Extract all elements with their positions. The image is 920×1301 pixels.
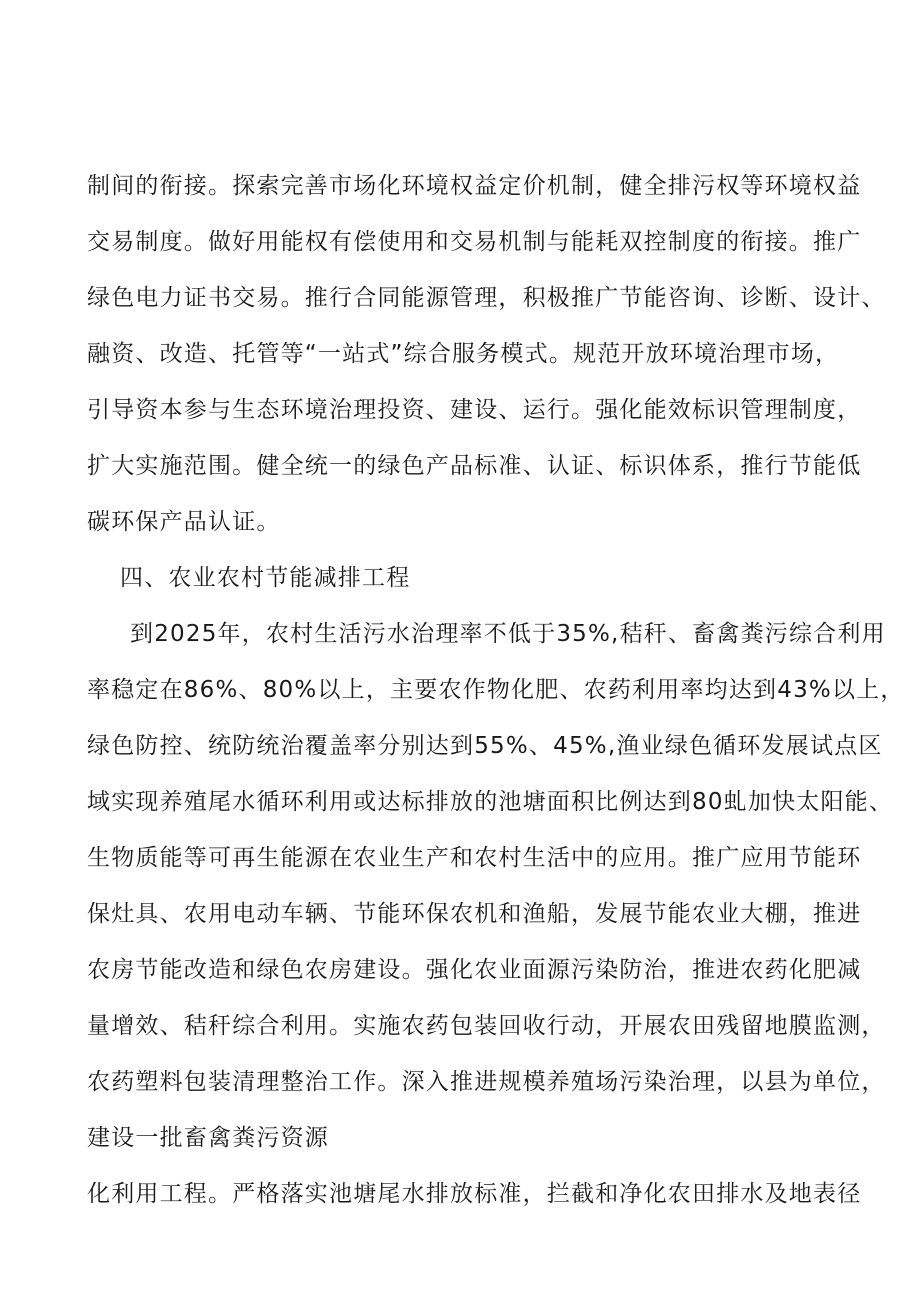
paragraph-1-line-5: 引导资本参与生态环境治理投资、建设、运行。强化能效标识管理制度， — [87, 397, 862, 423]
paragraph-1-line-6: 扩大实施范围。健全统一的绿色产品标准、认证、标识体系，推行节能低 — [87, 453, 862, 479]
paragraph-1-line-2: 交易制度。做好用能权有偿使用和交易机制与能耗双控制度的衔接。推广 — [87, 229, 862, 255]
paragraph-2-line-4: 域实现养殖尾水循环利用或达标排放的池塘面积比例达到80虬加快太阳能、 — [87, 789, 894, 815]
paragraph-2-line-7: 农房节能改造和绿色农房建设。强化农业面源污染防治，推进农药化肥减 — [87, 957, 862, 983]
paragraph-2-line-5: 生物质能等可再生能源在农业生产和农村生活中的应用。推广应用节能环 — [87, 845, 862, 871]
section-heading: 四、农业农村节能减排工程 — [120, 565, 411, 591]
paragraph-2-line-6: 保灶具、农用电动车辆、节能环保农机和渔船，发展节能农业大棚，推进 — [87, 901, 862, 927]
paragraph-2-line-9: 农药塑料包装清理整治工作。深入推进规模养殖场污染治理，以县为单位， — [87, 1069, 886, 1095]
paragraph-3-line-1: 化利用工程。严格落实池塘尾水排放标准，拦截和净化农田排水及地表径 — [87, 1181, 862, 1207]
paragraph-2-line-2: 率稳定在86%、80%以上，主要农作物化肥、农药利用率均达到43%以上， — [87, 677, 905, 703]
paragraph-2-line-10: 建设一批畜禽粪污资源 — [87, 1125, 329, 1151]
paragraph-2-line-1: 到2025年，农村生活污水治理率不低于35%,秸秆、畜禽粪污综合利用 — [130, 621, 886, 647]
paragraph-1-line-4: 融资、改造、托管等“一站式”综合服务模式。规范开放环境治理市场， — [87, 341, 840, 367]
paragraph-1-line-3: 绿色电力证书交易。推行合同能源管理，积极推广节能咨询、诊断、设计、 — [87, 285, 886, 311]
paragraph-2-line-3: 绿色防控、统防统治覆盖率分别达到55%、45%,渔业绿色循环发展试点区 — [87, 733, 883, 759]
paragraph-1-line-1: 制间的衔接。探索完善市场化环境权益定价机制，健全排污权等环境权益 — [87, 173, 862, 199]
paragraph-1-line-7: 碳环保产品认证。 — [87, 509, 281, 535]
paragraph-2-line-8: 量增效、秸秆综合利用。实施农药包装回收行动，开展农田残留地膜监测， — [87, 1013, 886, 1039]
